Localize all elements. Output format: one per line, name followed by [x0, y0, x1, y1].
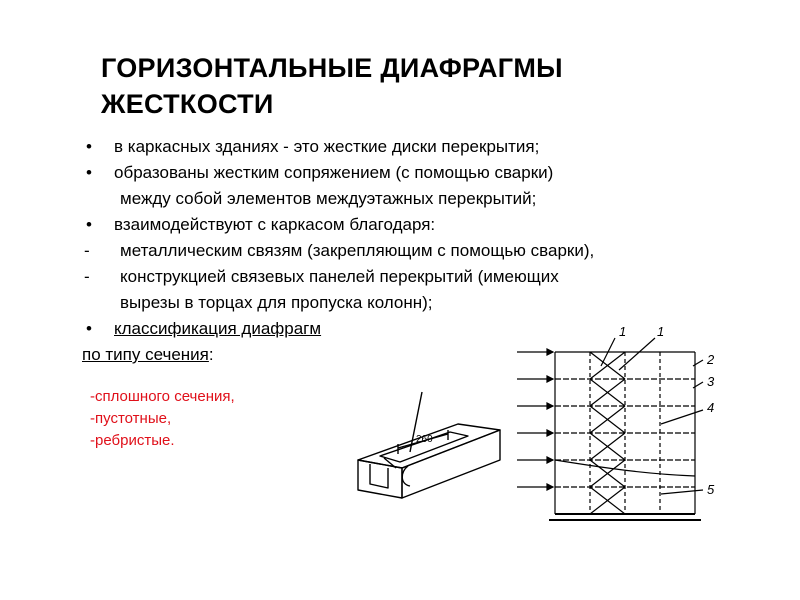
bullet-item: • в каркасных зданиях - это жесткие диски перекрытия; — [86, 137, 540, 156]
frame-drawing — [515, 318, 730, 528]
callout-label: 1 — [619, 324, 627, 339]
by-section-label: по типу сечения — [82, 345, 209, 364]
callout-label: 1 — [657, 324, 665, 339]
dash-continuation: вырезы в торцах для пропуска колонн); — [120, 293, 433, 312]
callout-label: 2 — [707, 352, 715, 367]
callout-label: 3 — [707, 374, 715, 389]
dimension-label: 260 — [416, 434, 433, 445]
bullet-item-classification: • классификация диафрагм — [86, 319, 322, 338]
panel-drawing — [340, 390, 520, 510]
bullet-continuation: между собой элементов междуэтажных перекрытий; — [120, 189, 537, 208]
slide-title — [101, 50, 563, 122]
section-types-list — [90, 386, 235, 452]
dash-item: - конструкцией связевых панелей перекрытий (имеющих — [84, 267, 559, 286]
by-section-line: по типу сечения: — [82, 345, 214, 364]
title-line-2: ЖЕСТКОСТИ — [101, 89, 274, 119]
section-type-item: -сплошного сечения, — [90, 388, 235, 405]
section-type-item: -пустотные, — [90, 410, 172, 427]
title-line-1: ГОРИЗОНТАЛЬНЫЕ ДИАФРАГМЫ — [101, 53, 563, 83]
callout-label: 4 — [707, 400, 715, 415]
dash-item: - металлическим связям (закрепляющим с помощью сварки), — [84, 241, 595, 260]
section-type-item: -ребристые. — [90, 432, 175, 449]
bullet-item: • образованы жестким сопряжением (с помощью сварки) — [86, 163, 554, 182]
callout-label: 5 — [707, 482, 715, 497]
bullet-item: • взаимодействуют с каркасом благодаря: — [86, 215, 436, 234]
